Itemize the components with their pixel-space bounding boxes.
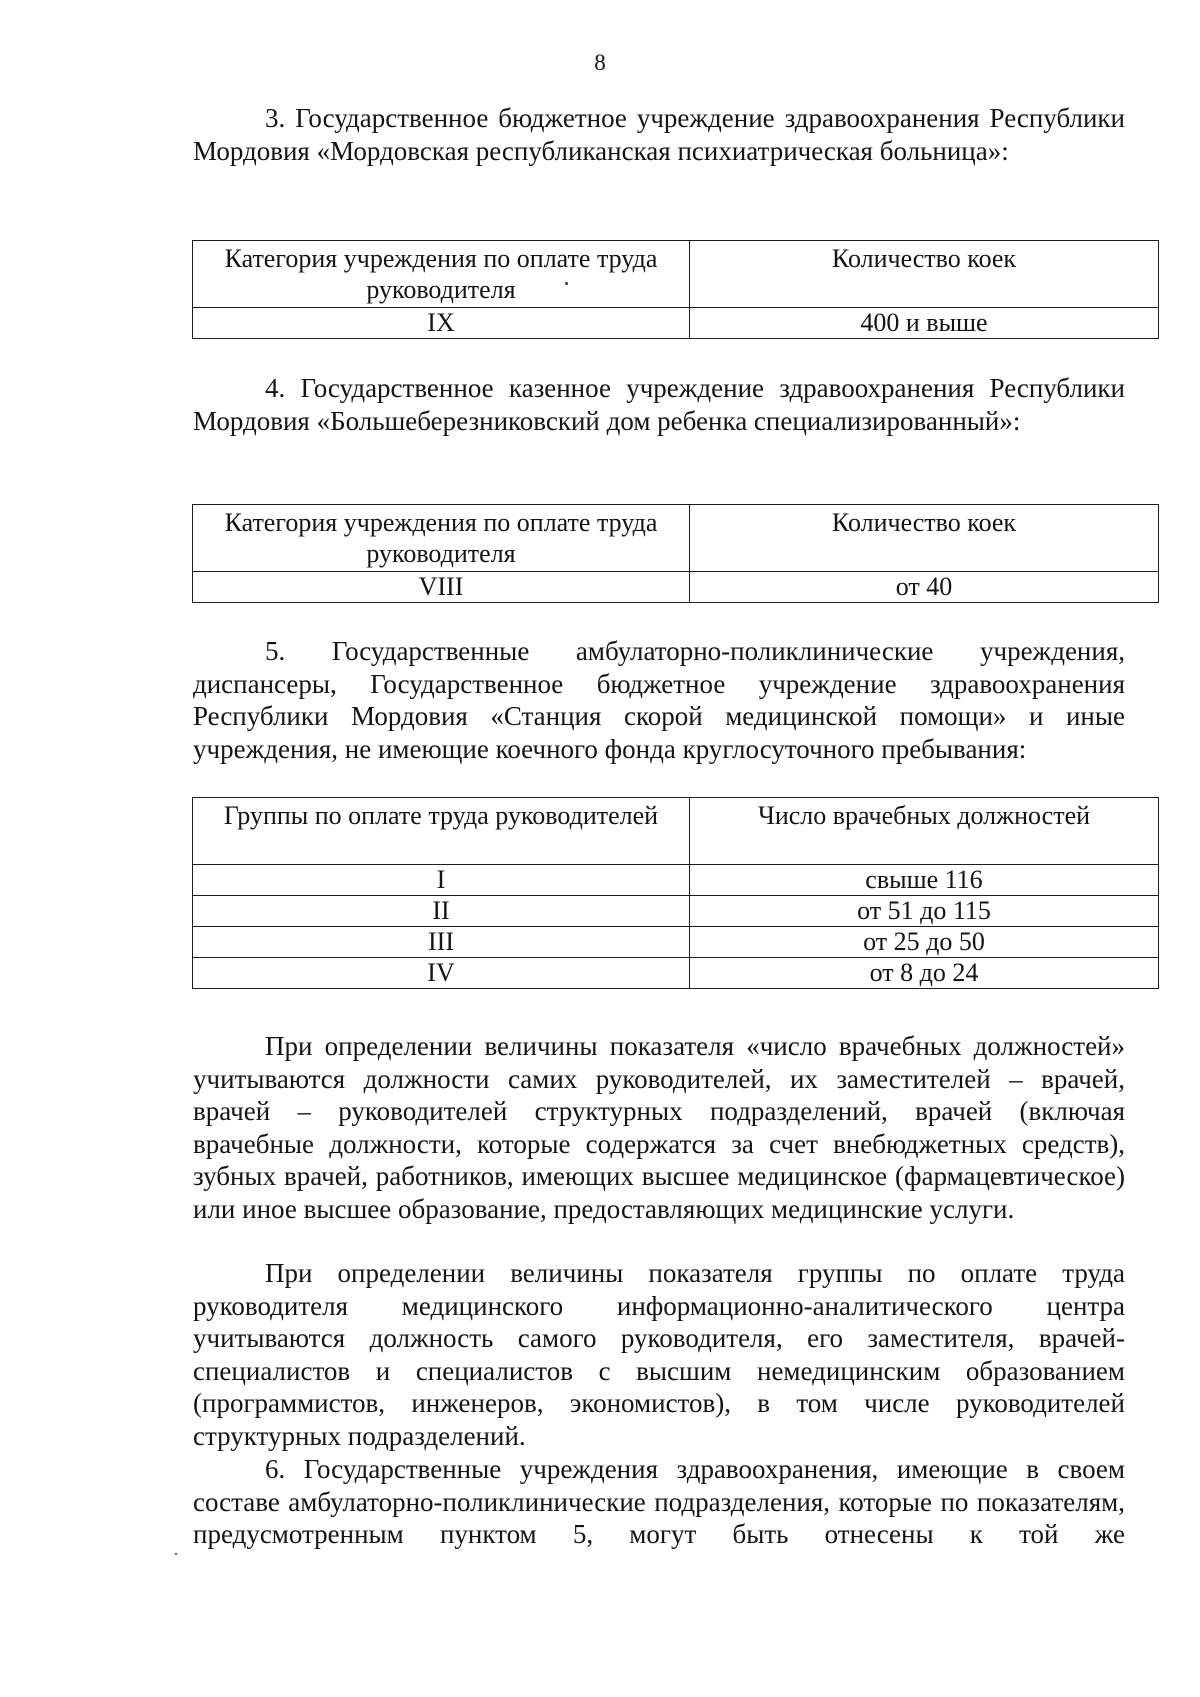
section-3-paragraph: 3. Государственное бюджетное учреждение здравоохранения Республики Мордовия «Мордовская республиканская психиатрическая больница»:	[193, 103, 1125, 166]
table-row	[193, 572, 1159, 603]
table-cell-positions: от 25 до 50	[690, 927, 1159, 958]
table-header-category: Категория учреждения по оплате труда руководителя	[193, 505, 690, 572]
table-row	[193, 308, 1159, 339]
table-header-positions: Число врачебных должностей	[690, 798, 1159, 865]
table-header-groups: Группы по оплате труда руководителей	[193, 798, 690, 865]
scan-speck	[175, 1553, 177, 1555]
table-cell-category: VIII	[193, 572, 690, 603]
table-header-row	[193, 241, 1159, 308]
section-5-paragraph: 5. Государственные амбулаторно-поликлинические учреждения, диспансеры, Государственное бюджетное учреждение здравоохранения Республики Мордовия «Станция скорой медицинской помощи» и иные учреждения, не имеющие коечного фонда круглосуточного пребывания:	[193, 636, 1125, 764]
table-cell-beds: 400 и выше	[690, 308, 1159, 339]
section-4-paragraph: 4. Государственное казенное учреждение здравоохранения Республики Мордовия «Большеберезниковский дом ребенка специализированный»:	[193, 373, 1125, 436]
table-cell-group: II	[193, 896, 690, 927]
table-section-4	[192, 504, 1159, 603]
table-cell-category: IX	[193, 308, 690, 339]
table-cell-group: IV	[193, 958, 690, 989]
table-row	[193, 927, 1159, 958]
table-header-beds: Количество коек	[690, 505, 1159, 572]
table-header-row	[193, 798, 1159, 865]
table-section-5	[192, 797, 1159, 989]
table-cell-positions: свыше 116	[690, 865, 1159, 896]
table-row	[193, 896, 1159, 927]
table-row	[193, 865, 1159, 896]
note-paragraph-1: При определении величины показателя «число врачебных должностей» учитываются должности самих руководителей, их заместителей – врачей, врачей – руководителей структурных подразделений, врачей (включая врачебные должности, которые содержатся за счет внебюджетных средств), зубных врачей, работников, имеющих высшее медицинское (фармацевтическое) или иное высшее образование, предоставляющих медицинские услуги.	[193, 1031, 1125, 1224]
table-section-3	[192, 240, 1159, 339]
table-header-beds: Количество коек	[690, 241, 1159, 308]
table-header-row	[193, 505, 1159, 572]
page-number: 8	[594, 50, 606, 75]
section-6-paragraph: 6. Государственные учреждения здравоохранения, имеющие в своем составе амбулаторно-поликлинические подразделения, которые по показателям, предусмотренным пунктом 5, могут быть отнесены к той же	[193, 1454, 1125, 1549]
table-cell-positions: от 51 до 115	[690, 896, 1159, 927]
table-cell-positions: от 8 до 24	[690, 958, 1159, 989]
note-paragraph-2: При определении величины показателя группы по оплате труда руководителя медицинского информационно-аналитического центра учитываются должность самого руководителя, его заместителя, врачей-специалистов и специалистов с высшим немедицинским образованием (программистов, инженеров, экономистов), в том числе руководителей структурных подразделений.	[193, 1258, 1125, 1451]
table-header-category: Категория учреждения по оплате труда руководителя	[193, 241, 690, 308]
scan-speck	[565, 282, 568, 285]
table-cell-group: I	[193, 865, 690, 896]
table-cell-beds: от 40	[690, 572, 1159, 603]
table-row	[193, 958, 1159, 989]
table-cell-group: III	[193, 927, 690, 958]
